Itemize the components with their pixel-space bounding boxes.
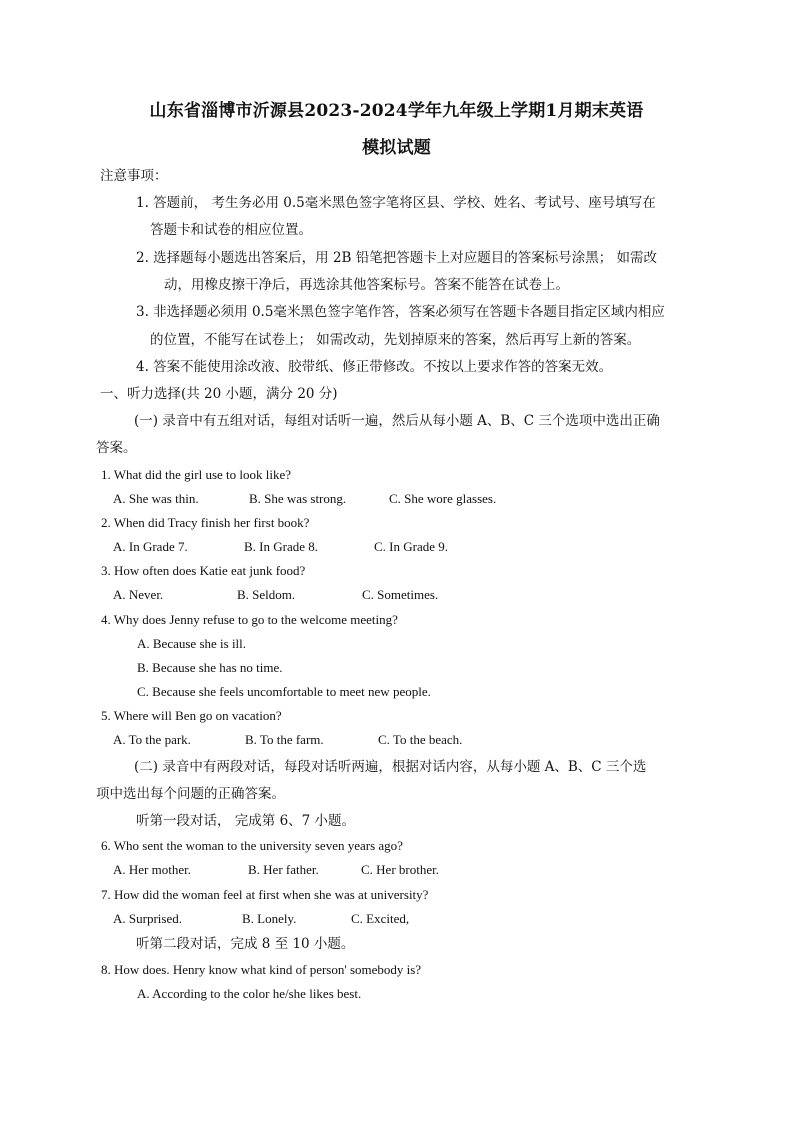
q2-option-a: A. In Grade 7. bbox=[113, 539, 188, 554]
part1-instruction-line2: 答案。 bbox=[96, 440, 137, 456]
question-7: 7. How did the woman feel at first when she was at university? bbox=[101, 887, 429, 902]
exam-title-line1: 山东省淄博市沂源县2023-2024学年九年级上学期1月期末英语 bbox=[149, 101, 644, 121]
exam-title-line2: 模拟试题 bbox=[362, 138, 431, 158]
notice-item-1-line1: 1. 答题前， 考生务必用 0.5毫米黑色签字笔将区县、学校、姓名、考试号、座号填写在 bbox=[136, 195, 656, 211]
q1-option-a: A. She was thin. bbox=[113, 491, 199, 506]
notice-item-3-line2: 的位置，不能写在试卷上； 如需改动，先划掉原来的答案，然后再写上新的答案。 bbox=[150, 332, 641, 348]
q6-option-c: C. Her brother. bbox=[361, 862, 439, 877]
q5-option-b: B. To the farm. bbox=[245, 732, 324, 747]
dialog-2-instruction: 听第二段对话，完成 8 至 10 小题。 bbox=[136, 936, 355, 952]
q2-option-c: C. In Grade 9. bbox=[374, 539, 449, 554]
q3-option-a: A. Never. bbox=[113, 587, 164, 602]
notice-item-4: 4. 答案不能使用涂改液、胶带纸、修正带修改。不按以上要求作答的答案无效。 bbox=[136, 359, 613, 375]
q6-option-b: B. Her father. bbox=[248, 862, 319, 877]
q4-option-c: C. Because she feels uncomfortable to meet new people. bbox=[137, 684, 431, 699]
q6-option-a: A. Her mother. bbox=[113, 862, 191, 877]
notice-item-3-line1: 3. 非选择题必须用 0.5毫米黑色签字笔作答，答案必须写在答题卡各题目指定区域内相应 bbox=[136, 304, 665, 320]
q5-option-c: C. To the beach. bbox=[378, 732, 463, 747]
q1-option-c: C. She wore glasses. bbox=[389, 491, 497, 506]
question-4: 4. Why does Jenny refuse to go to the welcome meeting? bbox=[101, 612, 398, 627]
section1-heading: 一、听力选择(共 20 小题，满分 20 分) bbox=[100, 386, 338, 402]
question-8: 8. How does. Henry know what kind of person' somebody is? bbox=[101, 962, 422, 977]
q2-option-b: B. In Grade 8. bbox=[244, 539, 319, 554]
q7-option-b: B. Lonely. bbox=[242, 911, 297, 926]
q7-option-a: A. Surprised. bbox=[113, 911, 182, 926]
notice-item-1-line2: 答题卡和试卷的相应位置。 bbox=[150, 222, 312, 238]
notice-heading: 注意事项： bbox=[100, 168, 168, 184]
q4-option-b: B. Because she has no time. bbox=[137, 660, 283, 675]
dialog-1-instruction: 听第一段对话， 完成第 6、7 小题。 bbox=[136, 813, 356, 829]
question-5: 5. Where will Ben go on vacation? bbox=[101, 708, 282, 723]
question-6: 6. Who sent the woman to the university seven years ago? bbox=[101, 838, 403, 853]
q7-option-c: C. Excited, bbox=[351, 911, 410, 926]
notice-item-2-line2: 动，用橡皮擦干净后，再选涂其他答案标号。答案不能答在试卷上。 bbox=[164, 277, 569, 293]
q3-option-b: B. Seldom. bbox=[237, 587, 296, 602]
question-1: 1. What did the girl use to look like? bbox=[101, 467, 292, 482]
question-3: 3. How often does Katie eat junk food? bbox=[101, 563, 306, 578]
part2-instruction-line2: 项中选出每个问题的正确答案。 bbox=[96, 786, 285, 802]
q3-option-c: C. Sometimes. bbox=[362, 587, 439, 602]
q4-option-a: A. Because she is ill. bbox=[137, 636, 247, 651]
part2-instruction-line1: (二) 录音中有两段对话，每段对话听两遍，根据对话内容，从每小题 A、B、C 三个选 bbox=[134, 759, 647, 775]
part1-instruction-line1: (一) 录音中有五组对话，每组对话听一遍，然后从每小题 A、B、C 三个选项中选出正确 bbox=[134, 413, 660, 429]
notice-item-2-line1: 2. 选择题每小题选出答案后，用 2B 铅笔把答题卡上对应题目的答案标号涂黑； 如需改 bbox=[136, 250, 658, 266]
q8-option-a: A. According to the color he/she likes best. bbox=[137, 986, 362, 1001]
question-2: 2. When did Tracy finish her first book? bbox=[101, 515, 310, 530]
q1-option-b: B. She was strong. bbox=[249, 491, 347, 506]
q5-option-a: A. To the park. bbox=[113, 732, 191, 747]
